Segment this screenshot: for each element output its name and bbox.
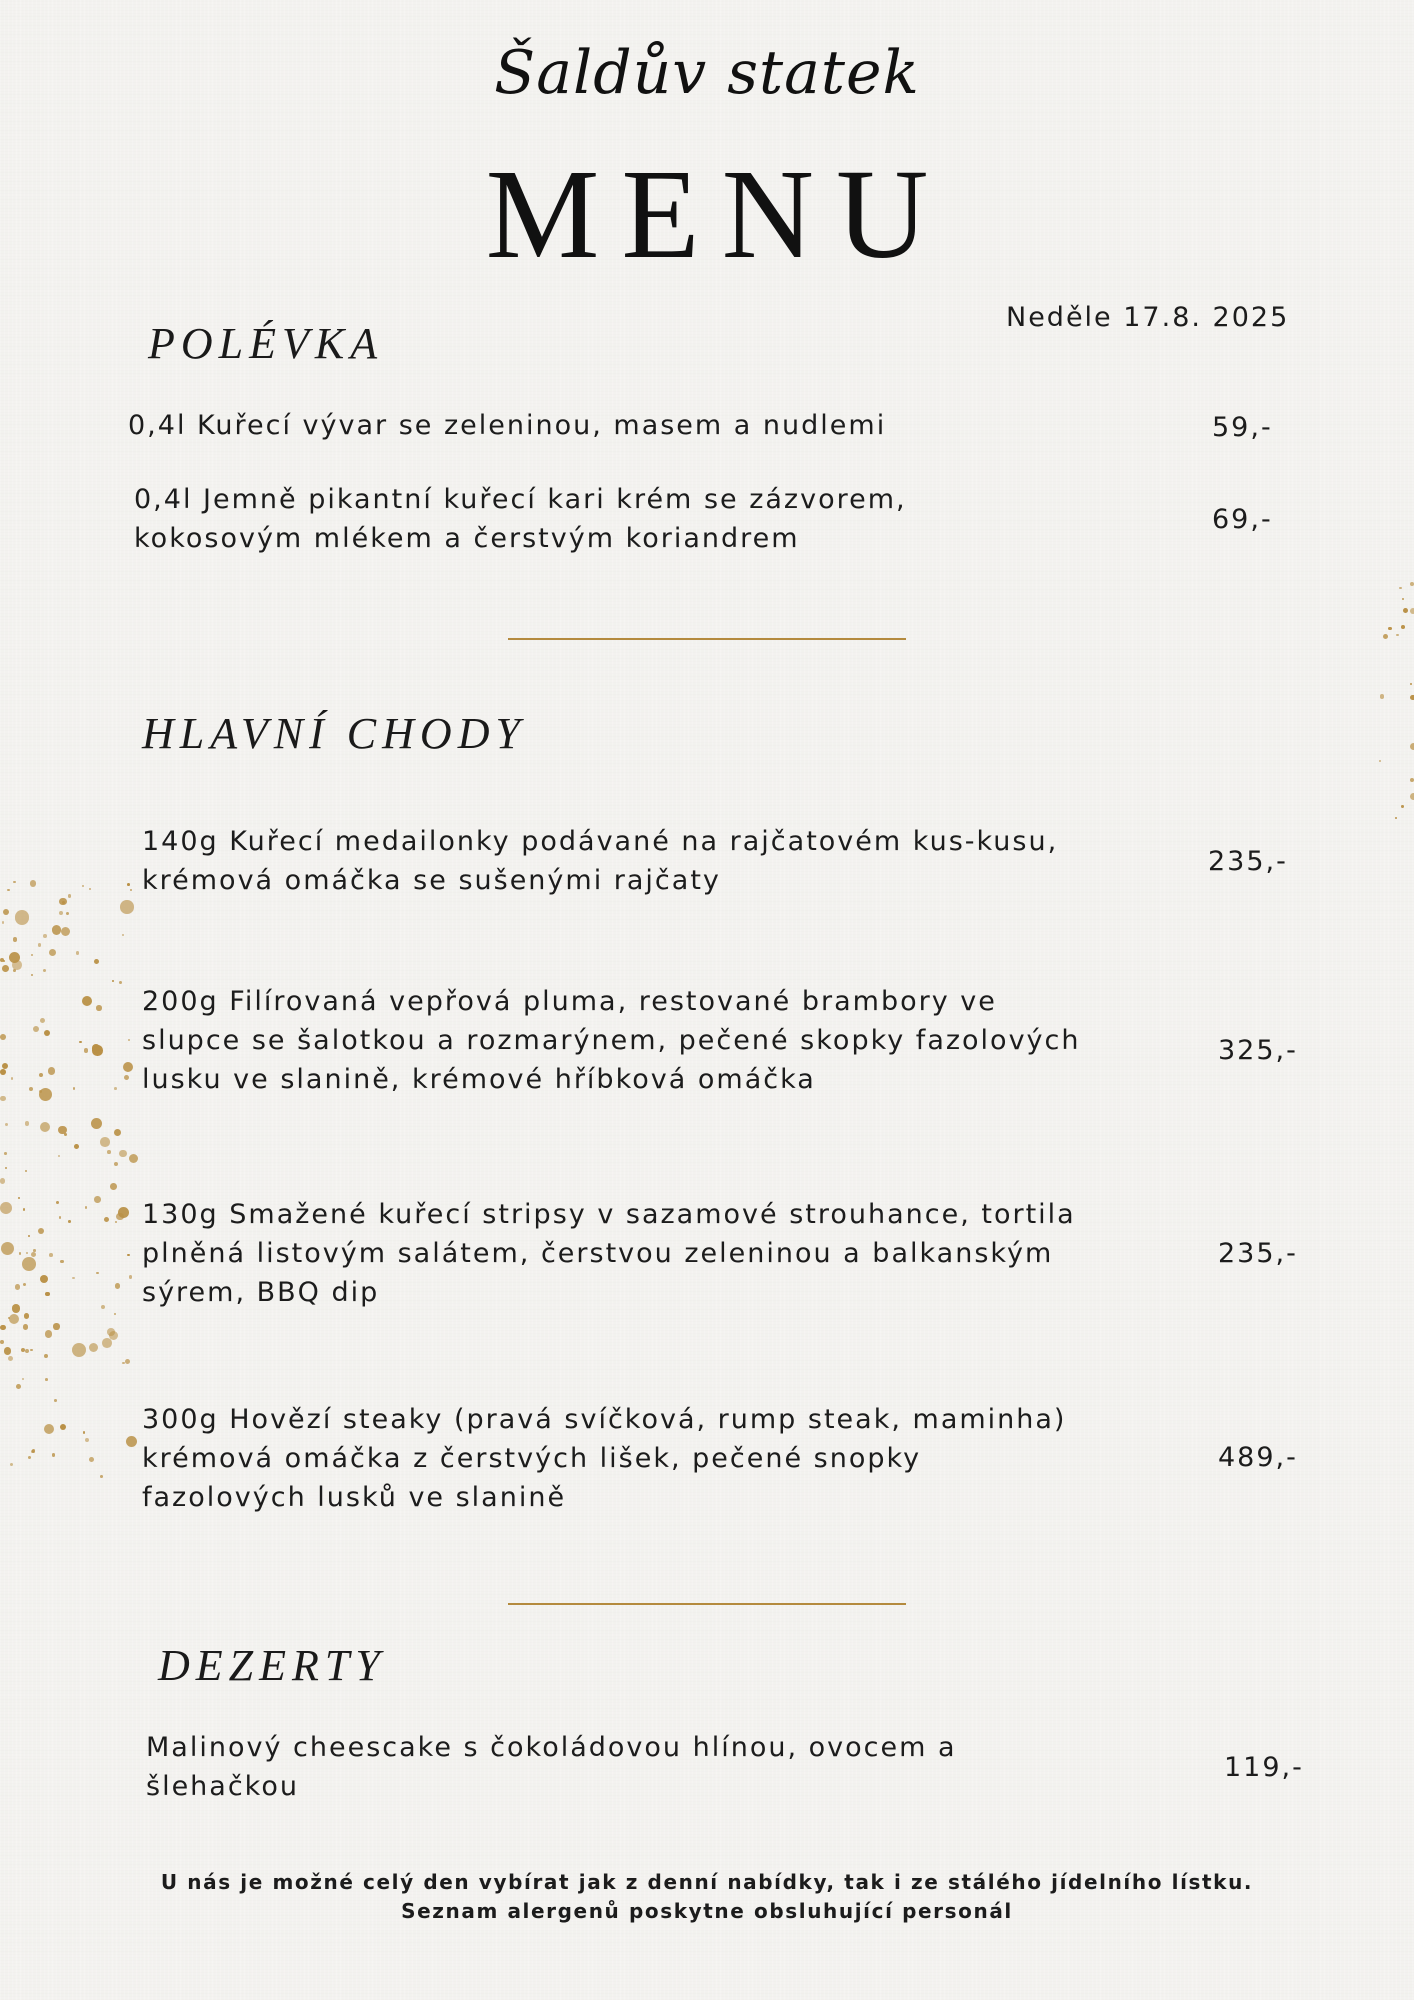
gold-fleck (73, 1087, 76, 1090)
gold-fleck (31, 974, 34, 977)
gold-fleck (31, 1252, 37, 1258)
footer-line: Seznam alergenů poskytne obsluhující personál (401, 1899, 1013, 1923)
gold-fleck (28, 1456, 31, 1459)
restaurant-name: Šaldův statek (494, 38, 920, 108)
menu-item (142, 1400, 1066, 1517)
item-line: 200g Filírovaná vepřová pluma, restované brambory ve (142, 986, 997, 1017)
gold-fleck (100, 1475, 103, 1478)
gold-fleck (59, 911, 63, 915)
gold-fleck (1383, 634, 1388, 639)
gold-fleck (23, 1208, 26, 1211)
gold-fleck (123, 1062, 133, 1072)
gold-fleck (92, 1044, 101, 1053)
gold-fleck (91, 1118, 102, 1129)
gold-fleck (94, 959, 99, 964)
gold-fleck (89, 888, 91, 890)
gold-fleck (30, 1349, 33, 1352)
gold-fleck (38, 943, 42, 947)
gold-fleck (4, 1152, 7, 1155)
gold-fleck (119, 981, 122, 984)
gold-fleck (0, 1202, 12, 1214)
gold-fleck (30, 880, 37, 887)
gold-fleck (12, 960, 22, 970)
gold-fleck (56, 1201, 59, 1204)
gold-fleck (43, 969, 46, 972)
gold-fleck (74, 1144, 79, 1149)
gold-fleck (40, 1275, 48, 1283)
item-line: slupce se šalotkou a rozmarýnem, pečené skopky fazolových (142, 1025, 1081, 1056)
gold-fleck (58, 1126, 66, 1134)
gold-fleck (122, 934, 124, 936)
gold-fleck (76, 951, 80, 955)
gold-fleck (7, 889, 9, 891)
divider (508, 1603, 906, 1605)
gold-fleck (15, 1284, 20, 1289)
gold-fleck (52, 925, 62, 935)
section-title-soup: POLÉVKA (148, 319, 384, 368)
gold-fleck (22, 1378, 24, 1380)
section-title-mains: HLAVNÍ CHODY (142, 709, 526, 758)
gold-fleck (94, 1196, 101, 1203)
gold-fleck (5, 1123, 8, 1126)
gold-fleck (83, 1431, 85, 1433)
item-price: 489,- (1218, 1442, 1298, 1473)
gold-fleck (10, 1463, 13, 1466)
gold-fleck (61, 927, 70, 936)
gold-fleck (119, 1150, 126, 1157)
gold-fleck (85, 1438, 89, 1442)
gold-fleck (1403, 608, 1408, 613)
menu-item (128, 406, 886, 445)
gold-fleck (114, 1162, 118, 1166)
item-line: fazolových lusků ve slanině (142, 1482, 567, 1513)
gold-fleck (43, 934, 47, 938)
gold-fleck (0, 1069, 6, 1075)
gold-fleck (9, 1314, 19, 1324)
gold-fleck (1401, 805, 1403, 807)
gold-fleck (0, 1325, 6, 1331)
gold-fleck (1410, 582, 1414, 586)
gold-fleck (104, 1217, 109, 1222)
item-line: Malinový cheescake s čokoládovou hlínou, ovocem a (146, 1732, 957, 1763)
menu-item (134, 480, 907, 558)
gold-fleck (2, 965, 9, 972)
footer-note (0, 1868, 1414, 1926)
gold-fleck (126, 1436, 137, 1447)
gold-fleck (31, 954, 33, 956)
gold-fleck (1402, 598, 1404, 600)
gold-fleck (116, 1213, 124, 1221)
gold-fleck (45, 1330, 53, 1338)
gold-fleck (1401, 625, 1405, 629)
item-price: 235,- (1218, 1238, 1298, 1269)
item-price: 59,- (1212, 412, 1273, 443)
item-line: sýrem, BBQ dip (142, 1277, 380, 1308)
footer-line: U nás je možné celý den vybírat jak z denní nabídky, tak i ze stálého jídelního lístku. (160, 1870, 1254, 1894)
gold-fleck (49, 949, 56, 956)
gold-fleck (44, 1030, 50, 1036)
gold-fleck (127, 1254, 130, 1257)
gold-fleck (23, 1283, 26, 1286)
gold-fleck (44, 1424, 54, 1434)
gold-fleck (1410, 683, 1412, 685)
gold-fleck (49, 1253, 53, 1257)
item-line: 0,4l Jemně pikantní kuřecí kari krém se zázvorem, (134, 484, 907, 515)
item-line: šlehačkou (146, 1771, 299, 1802)
item-line: krémová omáčka z čerstvých lišek, pečené snopky (142, 1443, 922, 1474)
menu-title: MENU (485, 143, 951, 285)
gold-fleck (15, 910, 30, 925)
gold-fleck (101, 1305, 105, 1309)
gold-fleck (1410, 778, 1414, 782)
gold-fleck (25, 1121, 29, 1125)
item-price: 119,- (1224, 1752, 1304, 1783)
gold-fleck (54, 1399, 57, 1402)
gold-fleck (39, 1073, 43, 1077)
section-title-desserts: DEZERTY (158, 1641, 386, 1690)
gold-fleck (1410, 743, 1414, 750)
gold-fleck (1380, 694, 1385, 699)
gold-fleck (115, 1283, 121, 1289)
menu-item (146, 1728, 957, 1806)
gold-fleck (129, 1275, 132, 1278)
gold-fleck (84, 1048, 88, 1052)
gold-fleck (82, 885, 84, 887)
gold-fleck (38, 1228, 44, 1234)
item-price: 69,- (1212, 504, 1273, 535)
gold-fleck (1395, 817, 1397, 819)
gold-fleck (23, 1324, 29, 1330)
gold-fleck (16, 1384, 21, 1389)
gold-fleck (72, 1343, 86, 1357)
item-line: plněná listovým salátem, čerstvou zeleninou a balkanským (142, 1238, 1054, 1269)
gold-fleck (24, 1313, 30, 1319)
gold-fleck (3, 909, 9, 915)
gold-fleck (124, 1075, 129, 1080)
gold-fleck (96, 1272, 98, 1274)
gold-fleck (127, 883, 130, 886)
gold-fleck (114, 1313, 116, 1315)
gold-fleck (40, 1018, 45, 1023)
gold-fleck (25, 1170, 27, 1172)
gold-fleck (100, 1137, 110, 1147)
gold-fleck (53, 1323, 59, 1329)
item-line: 130g Smažené kuřecí stripsy v sazamové strouhance, tortila (142, 1199, 1076, 1230)
menu-item (142, 982, 1081, 1099)
gold-fleck (60, 1260, 64, 1264)
gold-fleck (4, 1347, 11, 1354)
item-price: 235,- (1208, 846, 1288, 877)
gold-fleck (2, 921, 5, 924)
gold-fleck (45, 1378, 48, 1381)
item-line: kokosovým mlékem a čerstvým koriandrem (134, 523, 800, 554)
gold-fleck (48, 1067, 55, 1074)
gold-fleck (45, 1292, 50, 1297)
gold-fleck (39, 1088, 52, 1101)
gold-fleck (25, 1349, 29, 1353)
gold-fleck (13, 881, 16, 884)
gold-fleck (89, 1343, 98, 1352)
gold-fleck (26, 1252, 28, 1254)
item-line: 0,4l Kuřecí vývar se zeleninou, masem a nudlemi (128, 410, 887, 441)
gold-fleck (1399, 587, 1402, 590)
menu-item (142, 1195, 1076, 1312)
gold-fleck (130, 889, 132, 891)
item-line: 140g Kuřecí medailonky podávané na rajčatovém kus-kusu, (142, 826, 1059, 857)
gold-fleck (18, 1197, 20, 1199)
gold-fleck (40, 1122, 50, 1132)
gold-fleck (60, 1424, 66, 1430)
gold-fleck (82, 996, 92, 1006)
gold-fleck (110, 1183, 117, 1190)
gold-fleck (28, 1235, 30, 1237)
gold-fleck (59, 898, 67, 906)
gold-fleck (128, 1039, 131, 1042)
gold-fleck (114, 1129, 121, 1136)
item-line: krémová omáčka se sušenými rajčaty (142, 865, 721, 896)
gold-fleck (96, 1005, 101, 1010)
gold-fleck (85, 1206, 88, 1209)
gold-fleck (44, 1354, 48, 1358)
gold-fleck (31, 1450, 34, 1453)
gold-fleck (1410, 608, 1414, 614)
gold-fleck (1379, 760, 1381, 762)
gold-fleck (12, 1304, 20, 1312)
divider (508, 638, 906, 640)
gold-fleck (79, 1041, 81, 1043)
gold-fleck (1, 1242, 14, 1255)
gold-fleck (0, 1034, 6, 1040)
gold-fleck (0, 1178, 5, 1183)
menu-date: Neděle 17.8. 2025 (1006, 302, 1290, 333)
gold-fleck (66, 912, 69, 915)
gold-fleck (120, 900, 133, 913)
gold-fleck (0, 1340, 4, 1344)
gold-fleck (114, 1087, 117, 1090)
gold-fleck (1410, 695, 1414, 701)
gold-fleck (2, 1063, 8, 1069)
gold-fleck (13, 937, 18, 942)
gold-fleck (129, 1154, 138, 1163)
gold-fleck (68, 894, 72, 898)
gold-fleck (1410, 793, 1414, 800)
gold-fleck (59, 1216, 61, 1218)
gold-fleck (107, 1150, 111, 1154)
gold-fleck (0, 1096, 6, 1102)
gold-fleck (102, 1338, 112, 1348)
menu-item (142, 822, 1058, 900)
item-line: lusku ve slanině, krémové hříbková omáčka (142, 1064, 816, 1095)
gold-fleck (1396, 634, 1399, 637)
item-line: 300g Hovězí steaky (pravá svíčková, rump steak, maminha) (142, 1404, 1067, 1435)
gold-fleck (58, 1155, 60, 1157)
gold-fleck (52, 1453, 55, 1456)
gold-fleck (112, 980, 114, 982)
gold-fleck (19, 1252, 22, 1255)
gold-fleck (115, 1221, 117, 1223)
gold-fleck (8, 1356, 13, 1361)
gold-fleck (22, 1257, 36, 1271)
item-price: 325,- (1218, 1035, 1298, 1066)
gold-fleck (107, 1328, 115, 1336)
gold-fleck (11, 1077, 14, 1080)
gold-fleck (125, 1359, 130, 1364)
gold-fleck (68, 1220, 71, 1223)
gold-fleck (5, 1167, 7, 1169)
gold-fleck (29, 1087, 33, 1091)
gold-fleck (1388, 627, 1391, 630)
gold-fleck (89, 1457, 94, 1462)
gold-fleck (72, 1277, 75, 1280)
gold-fleck (33, 1026, 39, 1032)
